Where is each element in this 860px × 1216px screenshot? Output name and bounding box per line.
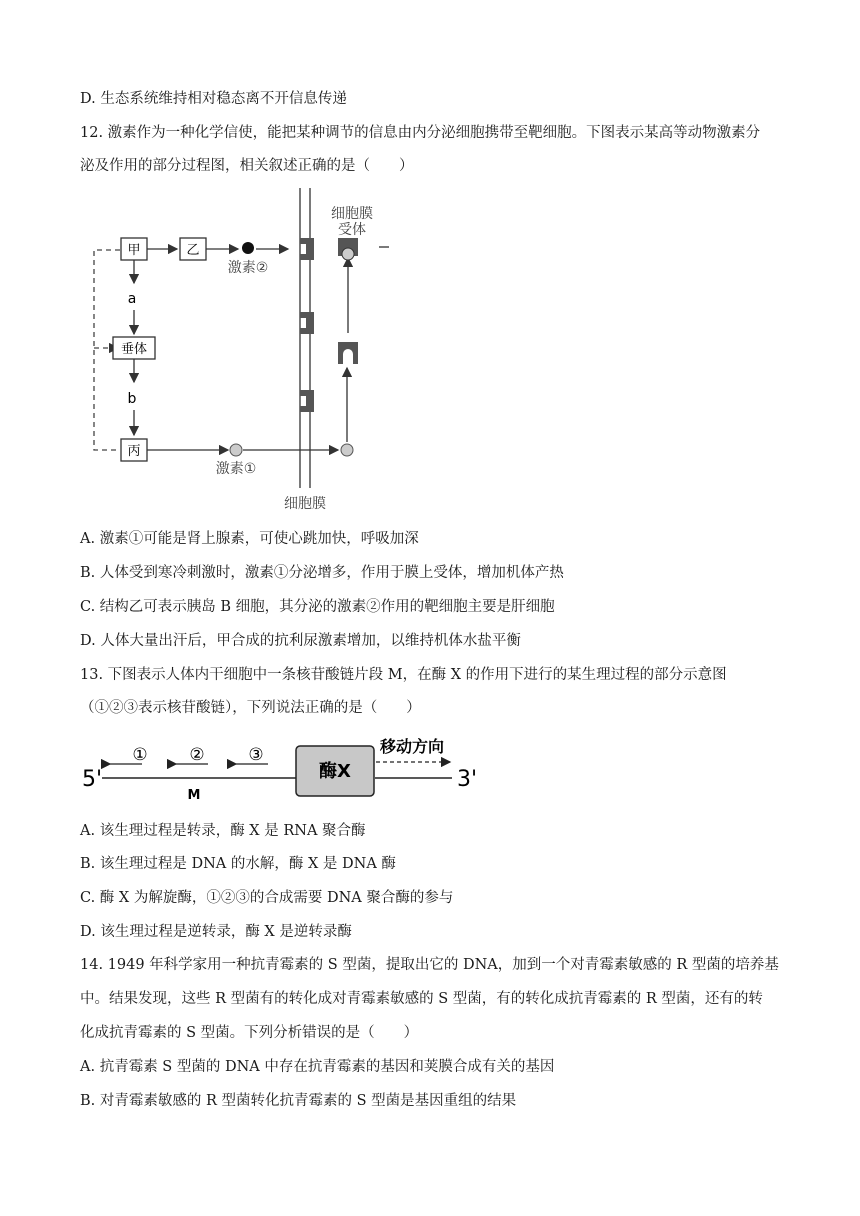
q12-option-c: C. 结构乙可表示胰岛 B 细胞，其分泌的激素②作用的靶细胞主要是肝细胞 [80, 599, 555, 615]
hormone1-dot [230, 444, 242, 456]
q13-option-d: D. 该生理过程是逆转录，酶 X 是逆转录酶 [80, 924, 352, 940]
q12-option-a: A. 激素①可能是肾上腺素，可使心跳加快，呼吸加深 [80, 531, 419, 547]
q11-option-d: D. 生态系统维持相对稳态离不开信息传递 [80, 91, 347, 107]
intracellular-receptor [338, 342, 358, 364]
q12-option-d: D. 人体大量出汗后，甲合成的抗利尿激素增加，以维持机体水盐平衡 [80, 633, 521, 649]
label-b: b [127, 391, 137, 407]
label-c1: ① [132, 745, 148, 765]
label-chuiti: 垂体 [120, 342, 148, 357]
membrane-receptor-1 [300, 238, 314, 260]
q14-option-b: B. 对青霉素敏感的 R 型菌转化抗青霉素的 S 型菌是基因重组的结果 [80, 1093, 517, 1109]
label-yi: 乙 [186, 243, 200, 258]
q14-stem-line-2: 中。结果发现，这些 R 型菌有的转化成对青霉素敏感的 S 型菌，有的转化成抗青霉素的 R 型菌，还有的转 [80, 991, 763, 1007]
label-direction: 移动方向 [379, 737, 445, 756]
q13-option-c: C. 酶 X 为解旋酶，①②③的合成需要 DNA 聚合酶的参与 [80, 890, 454, 906]
label-c2: ② [189, 745, 205, 765]
label-hormone2: 激素② [227, 260, 269, 276]
q12-option-b: B. 人体受到寒冷刺激时，激素①分泌增多，作用于膜上受体，增加机体产热 [80, 565, 564, 581]
label-three-prime: 3' [457, 767, 478, 792]
hormone2-dot [242, 242, 254, 254]
label-enzyme: 酶X [319, 761, 351, 782]
q12-hormone-diagram [80, 188, 400, 514]
q12-stem-line-1: 12. 激素作为一种化学信使，能把某种调节的信息由内分泌细胞携带至靶细胞。下图表示某高等动物激素分 [80, 125, 761, 141]
q14-stem-line-1: 14. 1949 年科学家用一种抗青霉素的 S 型菌，提取出它的 DNA，加到一个对青霉素敏感的 R 型菌的培养基 [80, 957, 779, 973]
q13-option-a: A. 该生理过程是转录，酶 X 是 RNA 聚合酶 [80, 823, 366, 839]
label-a: a [127, 291, 137, 307]
q13-stem-line-1: 13. 下图表示人体内干细胞中一条核苷酸链片段 M，在酶 X 的作用下进行的某生理过程的部分示意图 [80, 667, 727, 683]
label-bing: 丙 [127, 444, 141, 459]
label-receptor: 受体 [338, 222, 366, 238]
q14-stem-line-3: 化成抗青霉素的 S 型菌。下列分析错误的是（ ） [80, 1025, 419, 1041]
membrane-receptor-2 [300, 312, 314, 334]
q14-option-a: A. 抗青霉素 S 型菌的 DNA 中存在抗青霉素的基因和荚膜合成有关的基因 [80, 1059, 555, 1075]
label-membrane-top: 细胞膜 [331, 206, 373, 222]
label-hormone1: 激素① [215, 461, 257, 477]
label-m: M [187, 788, 201, 803]
q12-stem-line-2: 泌及作用的部分过程图，相关叙述正确的是（ ） [80, 158, 414, 174]
label-five-prime: 5' [82, 767, 103, 792]
q13-enzyme-diagram [80, 730, 500, 806]
q13-option-b: B. 该生理过程是 DNA 的水解，酶 X 是 DNA 酶 [80, 856, 396, 872]
label-membrane-bottom: 细胞膜 [284, 496, 326, 512]
q13-stem-line-2: （①②③表示核苷酸链），下列说法正确的是（ ） [80, 700, 421, 716]
label-c3: ③ [248, 745, 264, 765]
membrane-receptor-3 [300, 390, 314, 412]
label-jia: 甲 [127, 243, 141, 258]
